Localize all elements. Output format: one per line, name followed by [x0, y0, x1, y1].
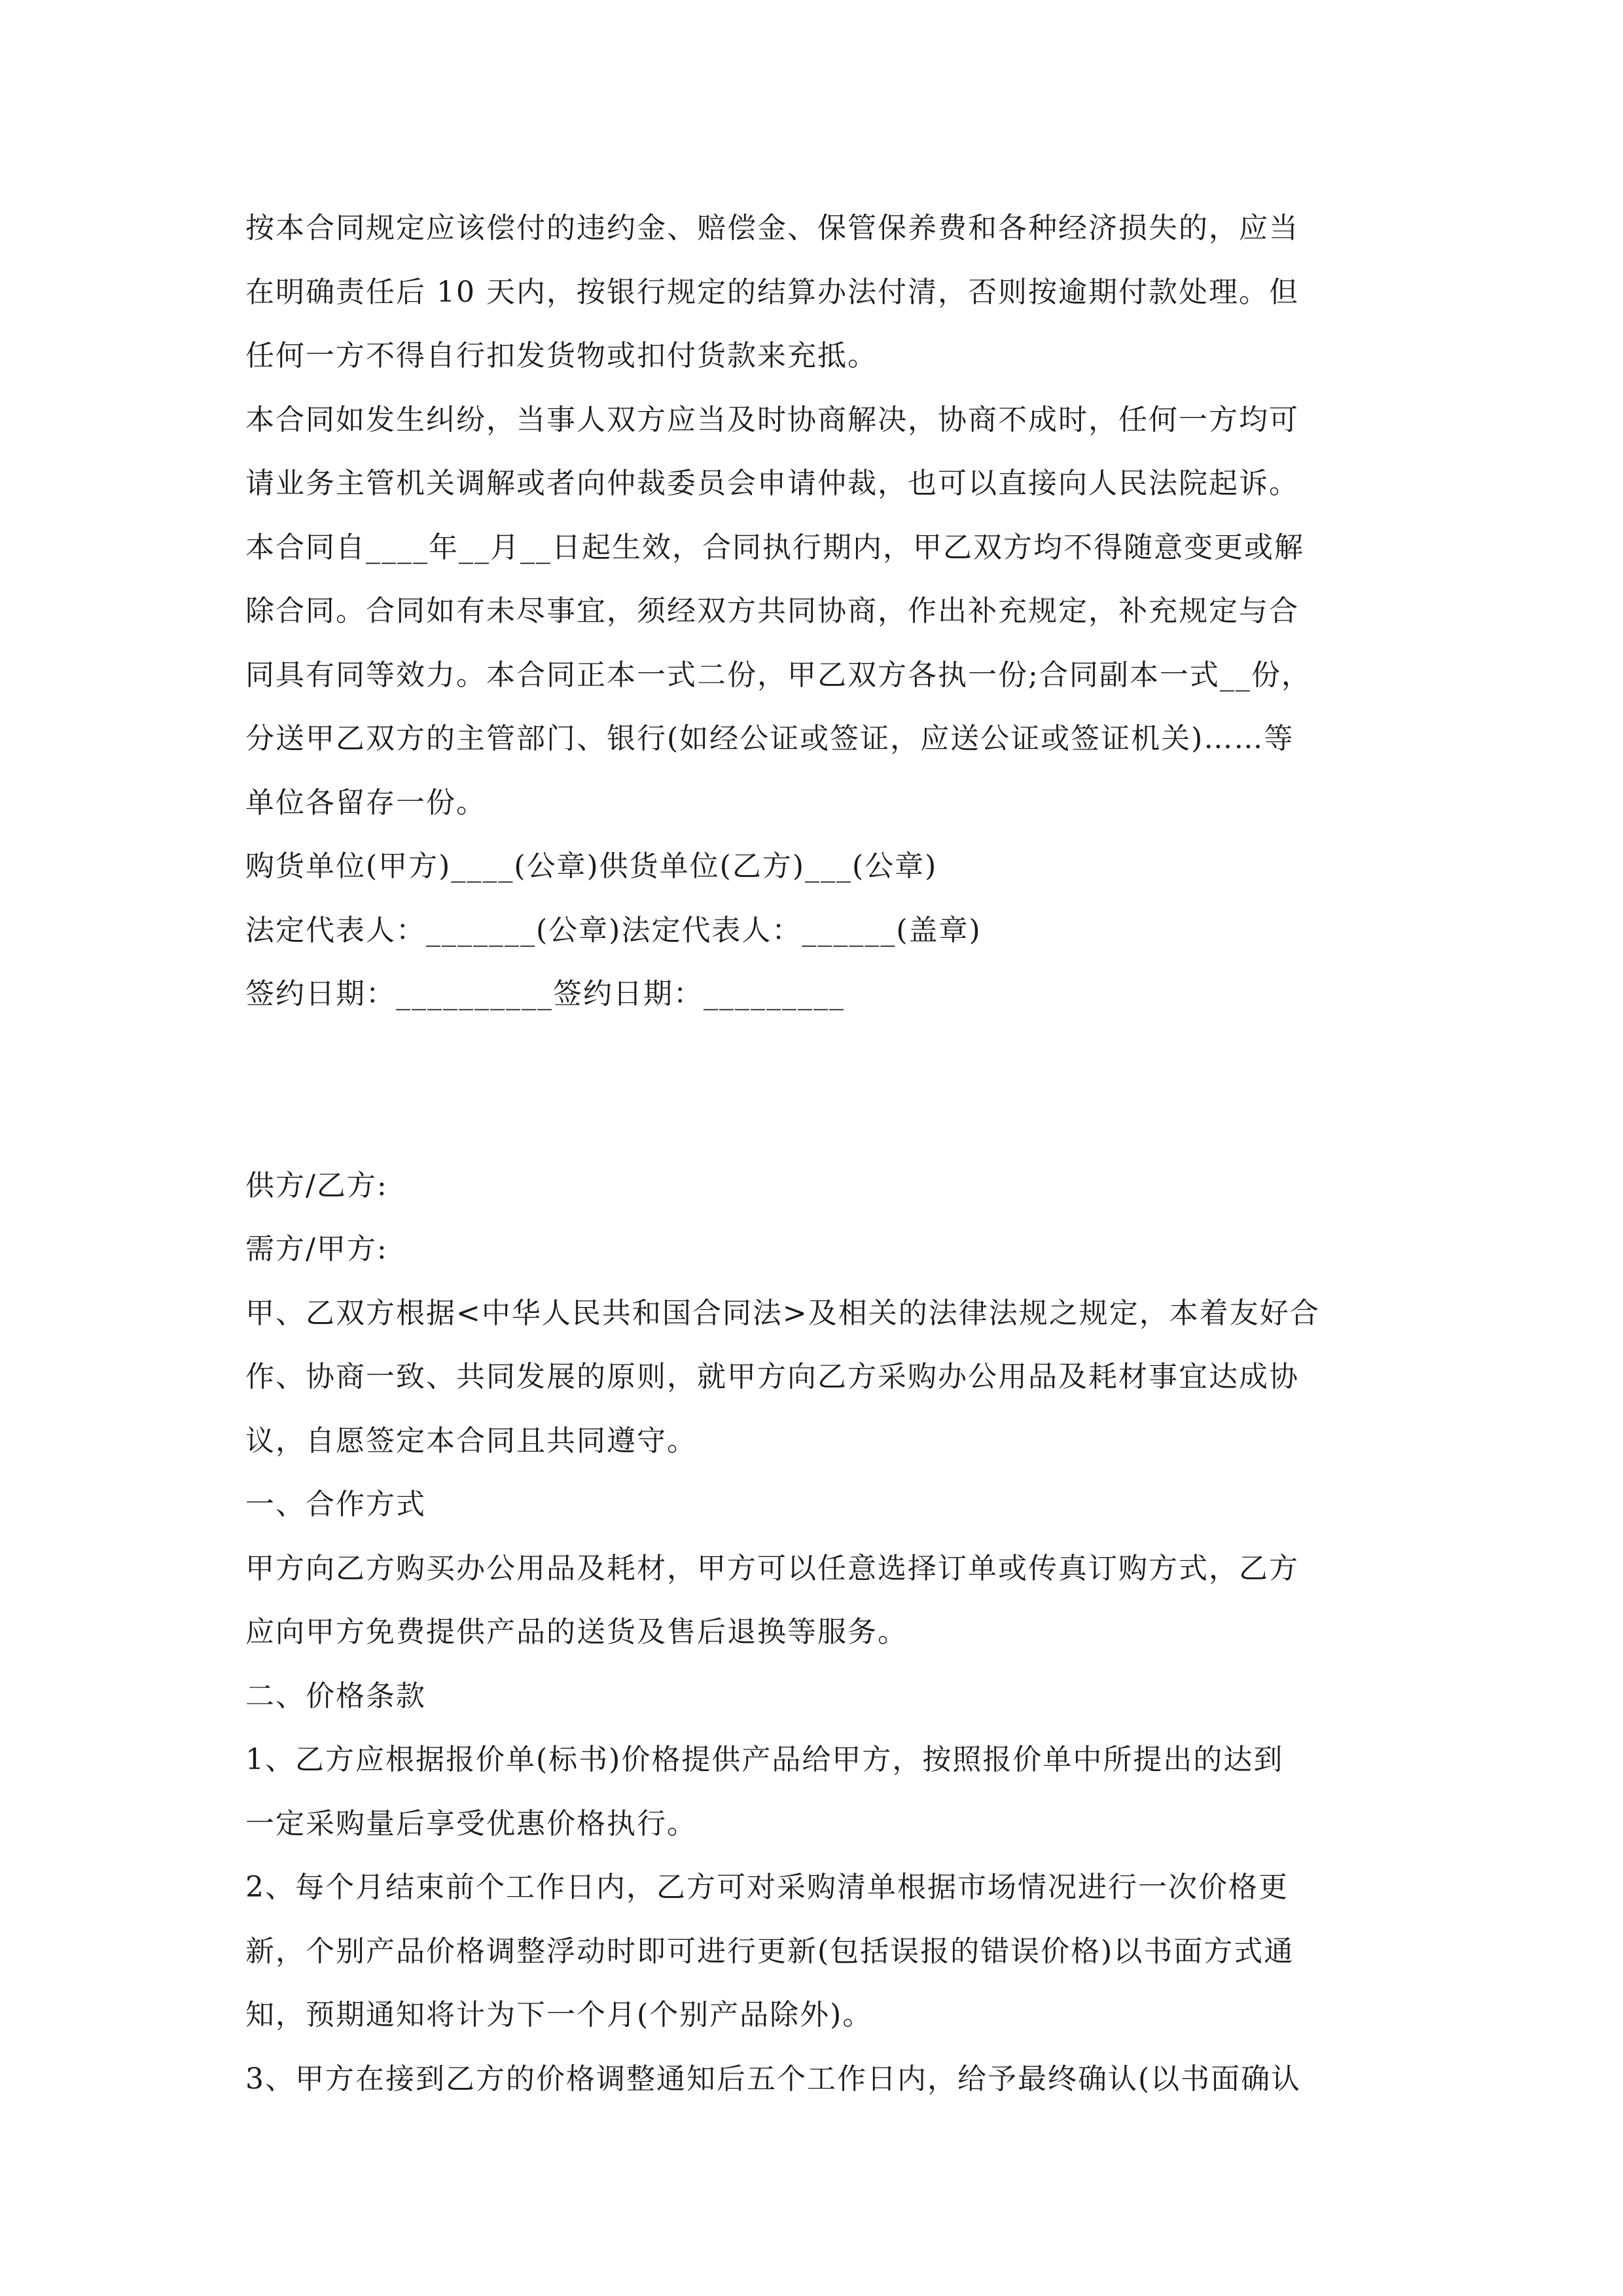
text-line: 新，个别产品价格调整浮动时即可进行更新(包括误报的错误价格)以书面方式通 — [245, 1934, 1294, 1968]
text-line: 3、甲方在接到乙方的价格调整通知后五个工作日内，给予最终确认(以书面确认 — [245, 2062, 1302, 2096]
text-line: 本合同自____年__月__日起生效，合同执行期内，甲乙双方均不得随意变更或解 — [245, 530, 1304, 564]
text-line: 分送甲乙双方的主管部门、银行(如经公证或签证，应送公证或签证机关)……等 — [245, 722, 1294, 755]
text-line: 任何一方不得自行扣发货物或扣付货款来充抵。 — [245, 339, 878, 372]
text-line: 知，预期通知将计为下一个月(个别产品除外)。 — [245, 1998, 873, 2032]
text-line: 议，自愿签定本合同且共同遵守。 — [245, 1424, 697, 1458]
signature-line-legal-representative: 法定代表人：_______(公章)法定代表人：______(盖章) — [245, 913, 982, 947]
text-line: 1、乙方应根据报价单(标书)价格提供产品给甲方，按照报价单中所提出的达到 — [245, 1743, 1284, 1776]
text-line: 甲方向乙方购买办公用品及耗材，甲方可以任意选择订单或传真订购方式，乙方 — [245, 1551, 1299, 1585]
text-line: 同具有同等效力。本合同正本一式二份，甲乙双方各执一份;合同副本一式__份， — [245, 658, 1311, 692]
text-line: 按本合同规定应该偿付的违约金、赔偿金、保管保养费和各种经济损失的，应当 — [245, 211, 1299, 245]
section-heading-price: 二、价格条款 — [245, 1679, 426, 1713]
text-line: 2、每个月结束前个工作日内，乙方可对采购清单根据市场情况进行一次价格更 — [245, 1871, 1289, 1904]
text-line: 作、协商一致、共同发展的原则，就甲方向乙方采购办公用品及耗材事宜达成协 — [245, 1360, 1299, 1393]
text-line: 除合同。合同如有未尽事宜，须经双方共同协商，作出补充规定，补充规定与合 — [245, 594, 1299, 628]
text-line: 单位各留存一份。 — [245, 785, 486, 819]
text-line: 在明确责任后 10 天内，按银行规定的结算办法付清，否则按逾期付款处理。但 — [245, 275, 1299, 309]
document-body — [245, 196, 1387, 2111]
text-line: 应向甲方免费提供产品的送货及售后退换等服务。 — [245, 1615, 908, 1649]
supplier-label: 供方/乙方: — [245, 1168, 388, 1202]
text-line: 甲、乙双方根据<中华人民共和国合同法>及相关的法律法规之规定，本着友好合 — [245, 1296, 1320, 1330]
signature-line-buyer-seller: 购货单位(甲方)____(公章)供货单位(乙方)___(公章) — [245, 850, 938, 883]
text-line: 请业务主管机关调解或者向仲裁委员会申请仲裁，也可以直接向人民法院起诉。 — [245, 467, 1299, 500]
buyer-label: 需方/甲方: — [245, 1232, 388, 1266]
text-line: 一定采购量后享受优惠价格执行。 — [245, 1806, 697, 1840]
signature-line-date: 签约日期：__________签约日期：_________ — [245, 977, 845, 1011]
text-line: 本合同如发生纠纷，当事人双方应当及时协商解决，协商不成时，任何一方均可 — [245, 403, 1299, 437]
section-heading-cooperation: 一、合作方式 — [245, 1488, 426, 1521]
section-gap — [245, 1026, 1387, 1154]
